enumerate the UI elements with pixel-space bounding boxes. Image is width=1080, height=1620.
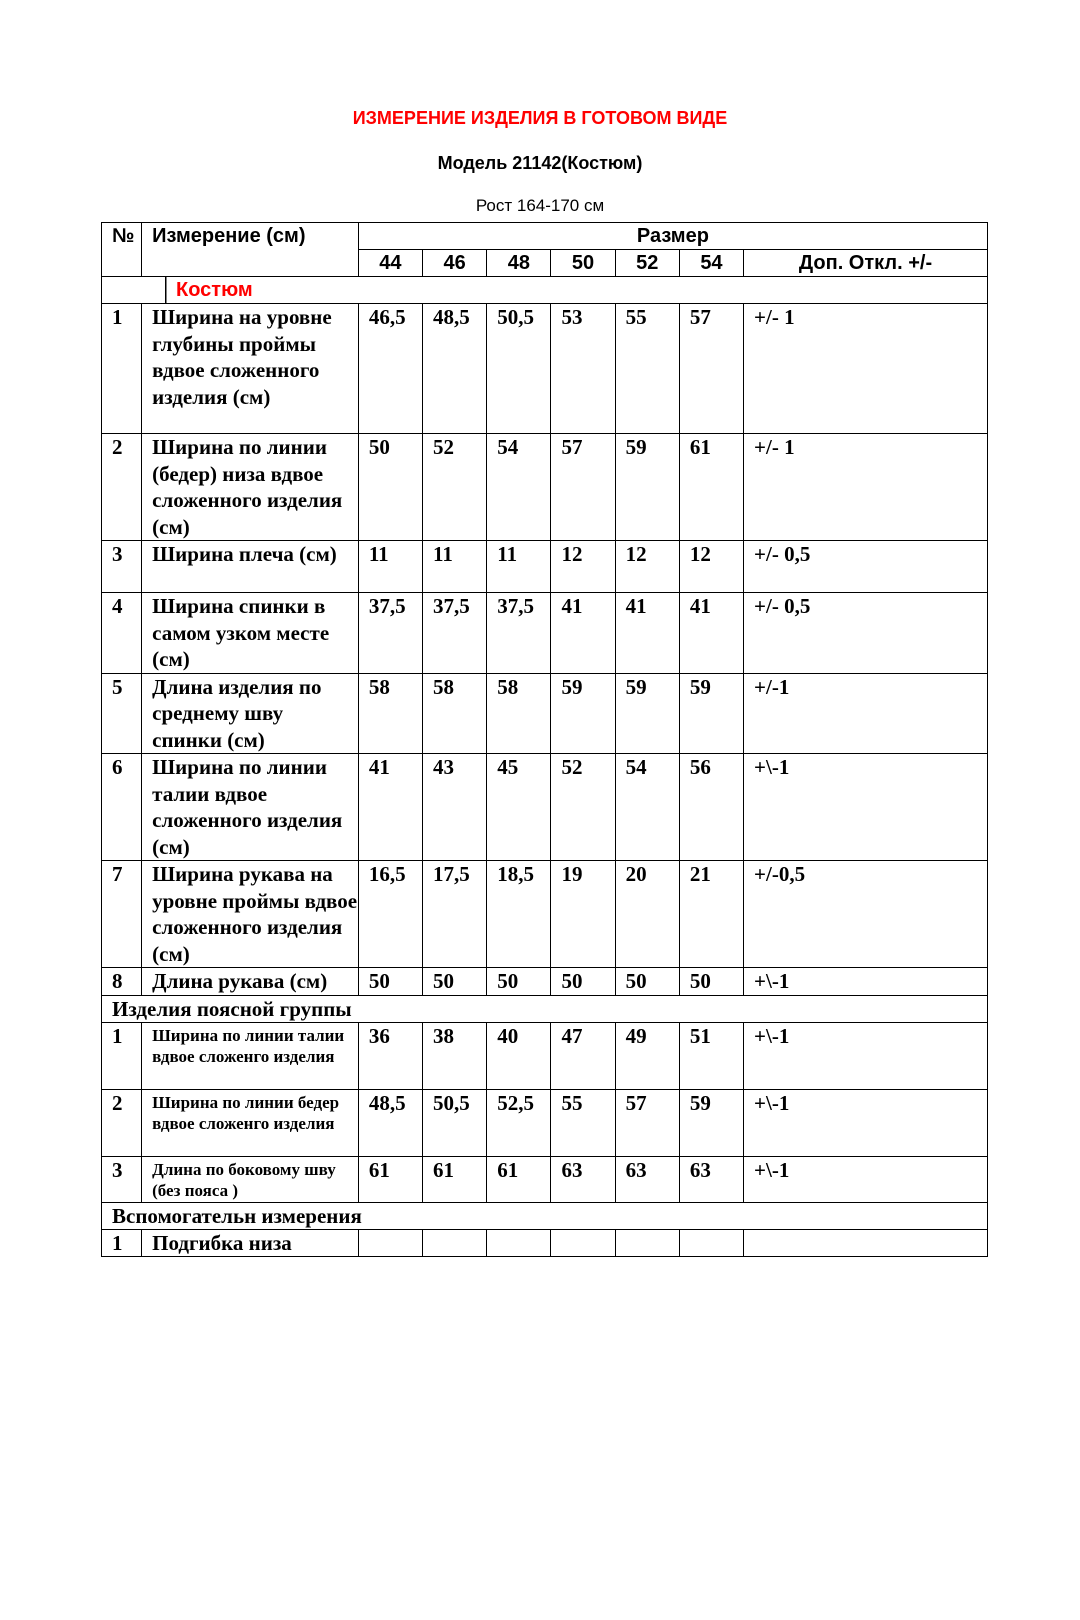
row-number: 8 [102,968,142,996]
table-row [102,754,988,861]
row-number: 6 [102,754,142,861]
table-row [102,304,988,434]
measurement-name: Ширина рукава на уровне проймы вдвое сложенного изделия (см) [142,861,359,968]
measurement-name: Ширина спинки в самом узком месте (см) [142,593,359,674]
value-cell: 53 [551,304,615,434]
row-number: 1 [102,1229,142,1257]
section-title: Вспомогательн измерения [102,1202,988,1229]
value-cell: 56 [679,754,743,861]
table-row [102,861,988,968]
value-cell: 59 [615,673,679,754]
value-cell [423,1229,487,1257]
tolerance-cell: +\-1 [744,754,988,861]
value-cell [679,1229,743,1257]
measurement-name: Длина рукава (см) [142,968,359,996]
value-cell: 61 [423,1156,487,1202]
value-cell: 57 [551,434,615,541]
value-cell: 58 [423,673,487,754]
value-cell: 45 [487,754,551,861]
value-cell: 51 [679,1022,743,1089]
header-size: Размер [358,223,987,250]
value-cell: 50 [358,434,422,541]
header-tolerance: Доп. Откл. +/- [744,250,988,277]
table-row [102,1022,988,1089]
tolerance-cell [744,1229,988,1257]
section-row [102,277,988,304]
tolerance-cell: +\-1 [744,1089,988,1156]
value-cell: 20 [615,861,679,968]
value-cell: 52 [551,754,615,861]
value-cell: 63 [679,1156,743,1202]
value-cell: 59 [615,434,679,541]
measurement-name: Длина по боковому шву (без пояса ) [142,1156,359,1202]
value-cell [615,1229,679,1257]
measurement-name: Ширина по линии талии вдвое сложенго изделия [142,1022,359,1089]
value-cell: 63 [551,1156,615,1202]
table-row [102,593,988,674]
value-cell: 54 [615,754,679,861]
measurement-name: Ширина на уровне глубины проймы вдвое сложенного изделия (см) [142,304,359,434]
value-cell [487,1229,551,1257]
table-row [102,673,988,754]
value-cell: 41 [615,593,679,674]
value-cell: 61 [487,1156,551,1202]
value-cell: 18,5 [487,861,551,968]
value-cell: 61 [679,434,743,541]
value-cell: 50 [487,968,551,996]
tolerance-cell: +\-1 [744,968,988,996]
header-measure: Измерение (см) [142,223,359,277]
header-size-cell: 52 [615,250,679,277]
table-row [102,541,988,593]
value-cell: 12 [615,541,679,593]
row-number: 3 [102,541,142,593]
row-number: 1 [102,1022,142,1089]
value-cell: 37,5 [487,593,551,674]
value-cell: 38 [423,1022,487,1089]
tolerance-cell: +/- 0,5 [744,593,988,674]
row-number: 2 [102,434,142,541]
value-cell: 12 [679,541,743,593]
value-cell: 57 [615,1089,679,1156]
tolerance-cell: +\-1 [744,1022,988,1089]
value-cell: 58 [358,673,422,754]
measurement-name: Ширина плеча (см) [142,541,359,593]
model-label: Модель 21142(Костюм) [437,153,643,173]
measurement-name: Ширина по линии талии вдвое сложенного изделия (см) [142,754,359,861]
value-cell: 19 [551,861,615,968]
value-cell: 41 [358,754,422,861]
value-cell: 49 [615,1022,679,1089]
measurement-name: Длина изделия по среднему шву спинки (см) [142,673,359,754]
row-number: 4 [102,593,142,674]
value-cell: 57 [679,304,743,434]
section-title: Костюм [102,277,988,304]
row-number: 7 [102,861,142,968]
height-label: Рост 164-170 см [475,196,605,215]
table-row [102,1089,988,1156]
value-cell: 41 [679,593,743,674]
value-cell: 50,5 [423,1089,487,1156]
row-number: 2 [102,1089,142,1156]
value-cell: 59 [679,1089,743,1156]
value-cell: 48,5 [423,304,487,434]
value-cell: 50 [551,968,615,996]
value-cell: 11 [487,541,551,593]
header-num: № [102,223,142,277]
tolerance-cell: +/- 1 [744,304,988,434]
value-cell: 11 [423,541,487,593]
value-cell: 59 [551,673,615,754]
section-row [102,995,988,1022]
value-cell: 61 [358,1156,422,1202]
header-size-cell: 54 [679,250,743,277]
table-row [102,1156,988,1202]
value-cell: 50 [358,968,422,996]
header-size-cell: 46 [423,250,487,277]
value-cell: 16,5 [358,861,422,968]
measurement-table [101,222,988,1257]
value-cell: 55 [615,304,679,434]
tolerance-cell: +/-1 [744,673,988,754]
value-cell: 52 [423,434,487,541]
value-cell: 40 [487,1022,551,1089]
row-number: 3 [102,1156,142,1202]
measurement-name: Ширина по линии (бедер) низа вдвое сложенного изделия (см) [142,434,359,541]
value-cell: 46,5 [358,304,422,434]
value-cell: 43 [423,754,487,861]
value-cell: 50,5 [487,304,551,434]
value-cell: 50 [423,968,487,996]
value-cell [358,1229,422,1257]
section-row [102,1202,988,1229]
tolerance-cell: +/-0,5 [744,861,988,968]
value-cell: 52,5 [487,1089,551,1156]
table-row [102,968,988,996]
value-cell [551,1229,615,1257]
value-cell: 50 [615,968,679,996]
measurement-name: Ширина по линии бедер вдвое сложенго изделия [142,1089,359,1156]
header-size-cell: 48 [487,250,551,277]
value-cell: 55 [551,1089,615,1156]
measurement-name: Подгибка низа [142,1229,359,1257]
value-cell: 21 [679,861,743,968]
value-cell: 54 [487,434,551,541]
value-cell: 37,5 [358,593,422,674]
header-size-cell: 44 [358,250,422,277]
header-size-cell: 50 [551,250,615,277]
value-cell: 50 [679,968,743,996]
value-cell: 41 [551,593,615,674]
value-cell: 11 [358,541,422,593]
tolerance-cell: +\-1 [744,1156,988,1202]
tolerance-cell: +/- 1 [744,434,988,541]
table-row [102,434,988,541]
tolerance-cell: +/- 0,5 [744,541,988,593]
value-cell: 47 [551,1022,615,1089]
value-cell: 12 [551,541,615,593]
value-cell: 36 [358,1022,422,1089]
value-cell: 59 [679,673,743,754]
value-cell: 17,5 [423,861,487,968]
row-number: 1 [102,304,142,434]
value-cell: 48,5 [358,1089,422,1156]
value-cell: 58 [487,673,551,754]
page-title: ИЗМЕРЕНИЕ ИЗДЕЛИЯ В ГОТОВОМ ВИДЕ [352,108,728,128]
value-cell: 63 [615,1156,679,1202]
header-row-1 [102,223,988,250]
section-title: Изделия поясной группы [102,995,988,1022]
table-row [102,1229,988,1257]
row-number: 5 [102,673,142,754]
value-cell: 37,5 [423,593,487,674]
